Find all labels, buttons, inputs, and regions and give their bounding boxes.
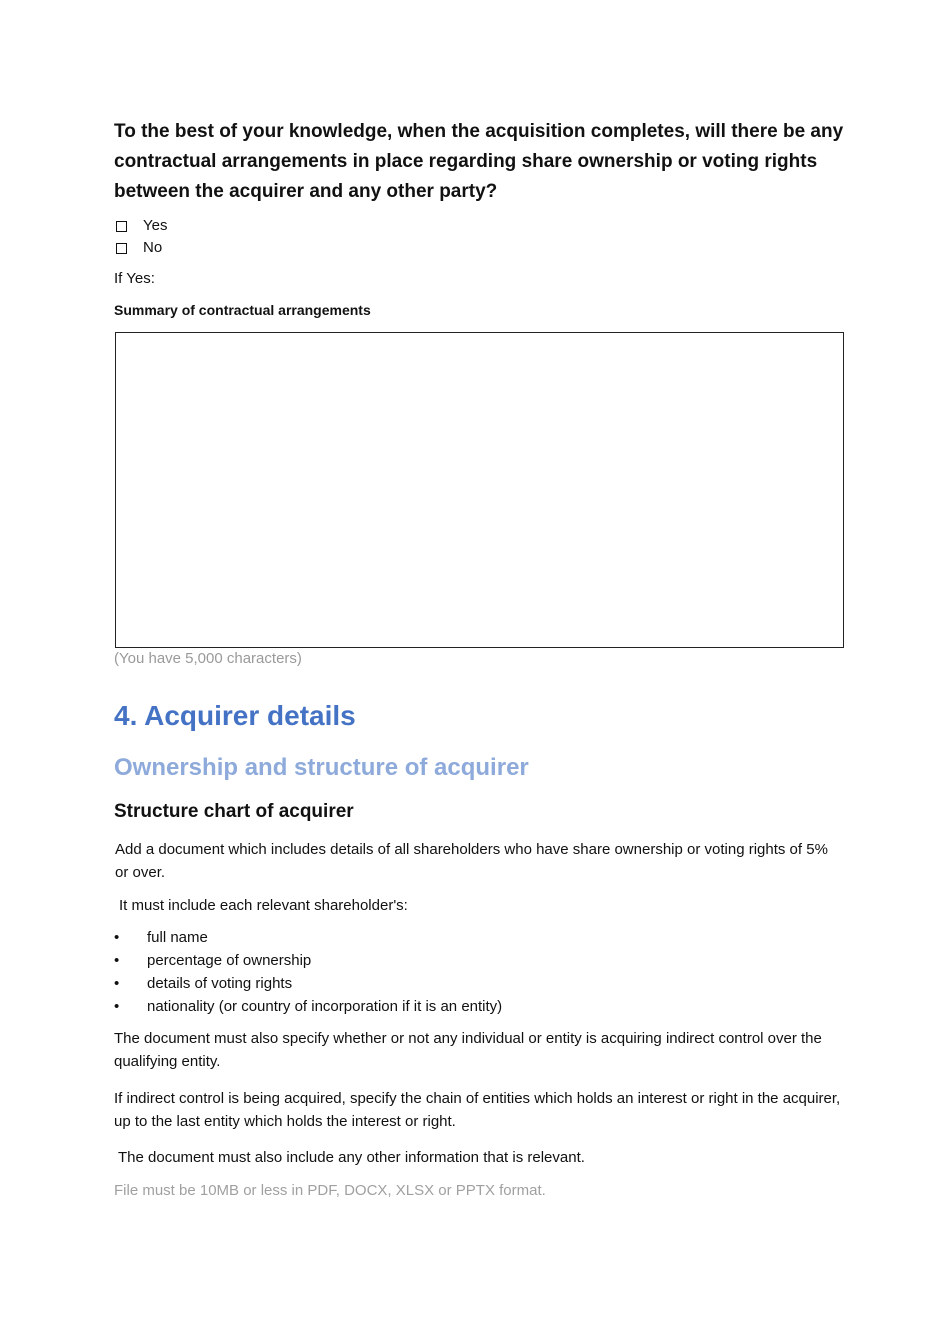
list-item: • full name <box>114 926 502 949</box>
list-item: • nationality (or country of incorporation if it is an entity) <box>114 995 502 1018</box>
paragraph-indirect-control: The document must also specify whether or not any individual or entity is acquiring indirect control over the qualifying entity. <box>114 1030 822 1070</box>
if-yes-label: If Yes: <box>114 270 155 287</box>
paragraph-must-include: It must include each relevant shareholder's: <box>119 897 408 914</box>
no-checkbox[interactable] <box>116 243 127 254</box>
structure-chart-heading: Structure chart of acquirer <box>114 801 354 822</box>
summary-textarea[interactable] <box>115 332 844 648</box>
option-yes-label: Yes <box>143 217 168 234</box>
question-text: To the best of your knowledge, when the acquisition completes, will there be any contractual arrangements in place regarding share ownership or voting rights between the acquirer and any other party? <box>114 121 844 202</box>
yes-checkbox[interactable] <box>116 221 127 232</box>
paragraph-chain-of-entities: If indirect control is being acquired, specify the chain of entities which holds an interest or right in the acquirer, up to the last entity which holds the interest or right. <box>114 1090 841 1130</box>
file-requirements-note: File must be 10MB or less in PDF, DOCX, XLSX or PPTX format. <box>114 1182 546 1199</box>
paragraph-shareholders: Add a document which includes details of all shareholders who have share ownership or voting rights of 5% or over. <box>115 841 828 881</box>
option-yes[interactable] <box>116 216 167 236</box>
option-no-label: No <box>143 239 163 256</box>
paragraph-other-info: The document must also include any other information that is relevant. <box>118 1149 585 1166</box>
shareholder-details-list <box>114 926 502 1018</box>
list-item: • details of voting rights <box>114 972 502 995</box>
section-title: 4. Acquirer details <box>114 700 356 731</box>
summary-label: Summary of contractual arrangements <box>114 302 371 318</box>
section-subtitle: Ownership and structure of acquirer <box>114 754 529 781</box>
option-no[interactable] <box>116 238 162 258</box>
list-item: • percentage of ownership <box>114 949 502 972</box>
char-count: (You have 5,000 characters) <box>114 650 302 667</box>
